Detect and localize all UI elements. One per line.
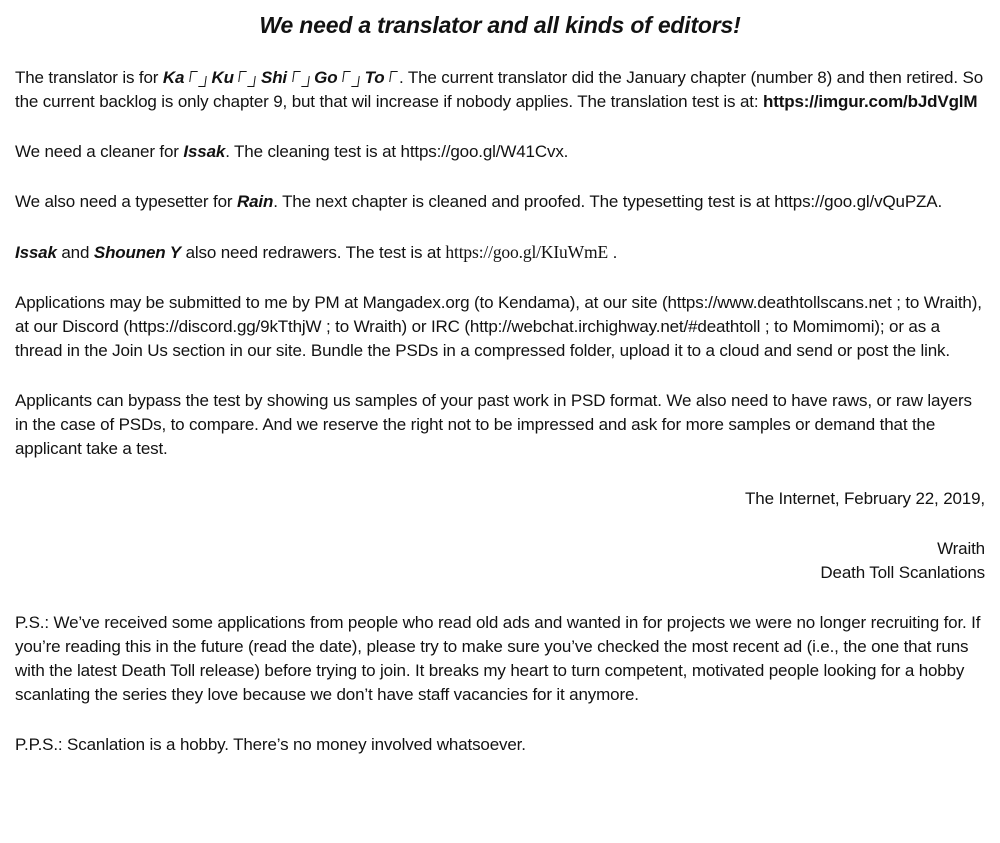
- page-title: We need a translator and all kinds of editors!: [259, 12, 741, 38]
- applications-paragraph: [15, 291, 985, 363]
- bypass-paragraph: [15, 389, 985, 461]
- typesetter-paragraph: [15, 190, 985, 214]
- text-run: .: [612, 243, 618, 262]
- cleaner-paragraph: [15, 140, 985, 164]
- corner-bracket-open-icon: [189, 71, 198, 82]
- text-run: We also need a typesetter for: [15, 192, 233, 211]
- text-run: . The next chapter is cleaned and proofed. The typesetting test is at https://goo.gl/vQuPZA.: [273, 192, 943, 211]
- text-run: and: [61, 243, 90, 262]
- corner-bracket-close-icon: [301, 76, 310, 87]
- translator-paragraph: [15, 66, 985, 114]
- text-run: The translator is for: [15, 68, 159, 87]
- series-name: Shounen Y: [93, 243, 181, 262]
- corner-bracket-open-icon: [342, 71, 351, 82]
- text-run: . The current translator did the January chapter (number 8) and then retired. So the current backlog is only chapter 9, but that wil increase if nobody applies. The translation test is at:: [15, 68, 984, 111]
- series-syllable: Go: [314, 68, 338, 87]
- series-name: Rain: [236, 192, 274, 211]
- text-run: . The cleaning test is at https://goo.gl/W41Cvx.: [225, 142, 569, 161]
- signature-block: [15, 537, 985, 585]
- redrawers-paragraph: [15, 240, 985, 265]
- corner-bracket-close-icon: [198, 76, 207, 87]
- corner-bracket-close-icon: [248, 76, 257, 87]
- postscript-paragraph: [15, 611, 985, 707]
- series-name: Issak: [15, 243, 57, 262]
- series-syllable: To: [364, 68, 385, 87]
- series-syllable: Shi: [261, 68, 287, 87]
- dateline: [15, 487, 985, 511]
- translation-test-url: https://imgur.com/bJdVglM: [762, 92, 978, 111]
- text-run: also need redrawers. The test is at: [185, 243, 441, 262]
- text-run: Applications may be submitted to me by PM at Mangadex.org (to Kendama), at our site (https://www.deathtollscans.net ; to Wraith), at our Discord (https://discord.gg/9kTthjW ; to Wraith) or IRC (http://webchat.irchighway.net/#deathtoll ; to Momimomi); or as a thread in the Join Us section in our site. Bundle the PSDs in a compressed folder, upload it to a cloud and send or post the link.: [15, 293, 982, 360]
- series-syllable: Ku: [211, 68, 234, 87]
- signature-group: Death Toll Scanlations: [820, 563, 985, 582]
- corner-bracket-open-icon: [239, 71, 248, 82]
- series-syllable: Ka: [162, 68, 185, 87]
- corner-bracket-open-icon: [292, 71, 301, 82]
- corner-bracket-open-icon: [389, 71, 398, 82]
- signature-name: Wraith: [937, 539, 985, 558]
- text-run: P.S.: We’ve received some applications from people who read old ads and wanted in for projects we were no longer recruiting for. If you’re reading this in the future (read the date), please try to make sure you’ve checked the most recent ad (i.e., the one that runs with the latest Death Toll release) before trying to join. It breaks my heart to turn competent, motivated people looking for a hobby scanlating the series they love because we don’t have staff vacancies for it anymore.: [15, 613, 981, 704]
- text-run: P.P.S.: Scanlation is a hobby. There’s no money involved whatsoever.: [15, 735, 526, 754]
- text-run: Applicants can bypass the test by showing us samples of your past work in PSD format. We also need to have raws, or raw layers in the case of PSDs, to compare. And we reserve the right not to be impressed and ask for more samples or demand that the applicant take a test.: [15, 391, 972, 458]
- text-run: The Internet, February 22, 2019,: [745, 489, 985, 508]
- corner-bracket-close-icon: [351, 76, 360, 87]
- series-name: Issak: [183, 142, 226, 161]
- text-run: We need a cleaner for: [15, 142, 179, 161]
- redraw-test-url: https://goo.gl/KIuWmE: [445, 242, 609, 262]
- post-postscript-paragraph: [15, 733, 985, 757]
